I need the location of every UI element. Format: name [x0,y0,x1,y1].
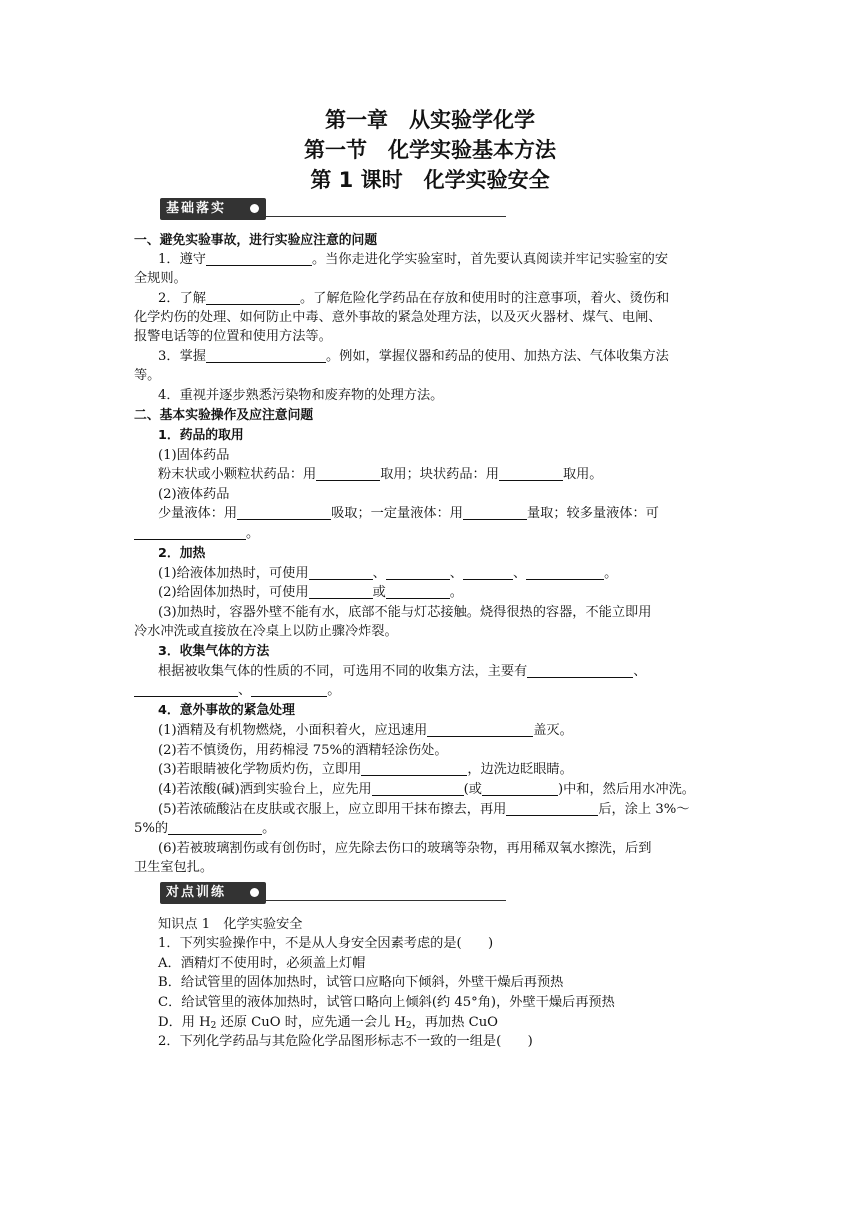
answer-blank[interactable] [309,565,373,580]
accident1-line: (1)酒精及有机物燃烧，小面积着火，应迅速用 盖灭。 [158,723,573,738]
item2-line1: 2．了解 。了解危险化学药品在存放和使用时的注意事项，着火、烫伤和 [158,291,670,306]
answer-blank[interactable] [499,466,563,481]
answer-blank[interactable] [506,801,598,816]
answer-blank[interactable] [237,505,331,520]
answer-blank[interactable] [168,820,262,835]
liquid-reagents-label: (2)液体药品 [158,487,230,502]
subheading-gas-collection: 3．收集气体的方法 [158,644,270,659]
item4-line: 4．重视并逐步熟悉污染物和废弃物的处理方法。 [158,388,444,403]
question-1-option-d[interactable]: D．用 $H_2$ 还原 CuO 时，应先通一会儿 $H_2$，再加热 CuO [158,1015,498,1031]
answer-blank[interactable] [386,584,450,599]
question-2: 2．下列化学药品与其危险化学品图形标志不一致的一组是( ) [158,1034,533,1049]
item1-line1: 1．遵守 。当你走进化学实验室时，首先要认真阅读并牢记实验室的安 [158,252,669,267]
accident3-line: (3)若眼睛被化学物质灼伤，立即用 ，边洗边眨眼睛。 [158,762,573,777]
answer-blank[interactable] [372,781,464,796]
knowledge-point-heading: 知识点 1 化学实验安全 [158,917,303,932]
answer-blank[interactable] [527,663,633,678]
banner-rule [266,216,506,217]
gas-collection-line2: 、 。 [134,681,340,700]
banner-rule [266,900,506,901]
question-1-option-a[interactable]: A．酒精灯不使用时，必须盖上灯帽 [158,956,366,971]
question-1: 1．下列实验操作中，不是从人身安全因素考虑的是( ) [158,936,494,951]
accident6-line1: (6)若被玻璃割伤或有创伤时，应先除去伤口的玻璃等杂物，再用稀双氧水擦洗，后到 [158,841,652,856]
accident2-line: (2)若不慎烫伤，用药棉浸 75%的酒精轻涂伤处。 [158,743,448,758]
answer-blank[interactable] [309,584,373,599]
part1-heading: 一、避免实验事故，进行实验应注意的问题 [134,233,378,248]
solid-reagents-line: 粉末状或小颗粒状药品：用 取用；块状药品：用 取用。 [158,467,603,482]
accident4-line: (4)若浓酸(碱)洒到实验台上，应先用 (或 )中和，然后用水冲洗。 [158,782,695,797]
subheading-accidents: 4．意外事故的紧急处理 [158,703,295,718]
item3-line2: 等。 [134,368,161,383]
heating-solids-line: (2)给固体加热时，可使用 或 。 [158,585,463,600]
answer-blank[interactable] [251,682,327,697]
answer-blank[interactable] [463,565,513,580]
banner-basics [160,198,506,222]
solid-reagents-label: (1)固体药品 [158,448,230,463]
chapter-title: 第一章 从实验学化学 [325,108,535,132]
part2-heading: 二、基本实验操作及应注意问题 [134,408,314,423]
question-1-option-b[interactable]: B．给试管里的固体加热时，试管口应略向下倾斜，外壁干燥后再预热 [158,975,564,990]
section-title: 第一节 化学实验基本方法 [304,138,556,162]
bullet-dot-icon [250,888,259,897]
item2-line3: 报警电话等的位置和使用方法等。 [134,329,332,344]
liquid-reagents-line2: 。 [134,524,259,543]
answer-blank[interactable] [206,290,300,305]
answer-blank[interactable] [463,505,527,520]
liquid-reagents-line1: 少量液体：用 吸取；一定量液体：用 量取；较多量液体：可 [158,506,659,521]
heating-note-line1: (3)加热时，容器外壁不能有水，底部不能与灯芯接触。烧得很热的容器，不能立即用 [158,605,652,620]
answer-blank[interactable] [134,682,238,697]
accident5-line1: (5)若浓硫酸沾在皮肤或衣服上，应立即用干抹布擦去，再用 后，涂上 3%～ [158,802,690,817]
item3-line1: 3．掌握 。例如，掌握仪器和药品的使用、加热方法、气体收集方法 [158,349,669,364]
answer-blank[interactable] [316,466,380,481]
question-1-option-c[interactable]: C．给试管里的液体加热时，试管口略向上倾斜(约 45°角)，外壁干燥后再预热 [158,995,615,1010]
subheading-reagents: 1．药品的取用 [158,428,244,443]
accident5-line2: 5%的 。 [134,821,276,836]
answer-blank[interactable] [427,722,533,737]
banner-practice [160,882,506,906]
item2-line2: 化学灼伤的处理、如何防止中毒、意外事故的紧急处理方法，以及灭火器材、煤气、电闸、 [134,310,662,325]
banner-label: 基础落实 [166,201,227,216]
answer-blank[interactable] [361,761,467,776]
answer-blank[interactable] [134,525,246,540]
answer-blank[interactable] [206,251,312,266]
heating-note-line2: 冷水冲洗或直接放在冷桌上以防止骤冷炸裂。 [134,624,398,639]
bullet-dot-icon [250,204,259,213]
item1-line2: 全规则。 [134,271,187,286]
answer-blank[interactable] [526,565,604,580]
answer-blank[interactable] [482,781,558,796]
lesson-title: 第 1 课时 化学实验安全 [310,168,550,192]
gas-collection-line1: 根据被收集气体的性质的不同，可选用不同的收集方法，主要有 、 [158,664,647,679]
banner-label: 对点训练 [166,885,227,900]
heating-liquids-line: (1)给液体加热时，可使用 、 、 、 。 [158,566,618,581]
accident6-line2: 卫生室包扎。 [134,860,214,875]
answer-blank[interactable] [206,348,326,363]
subheading-heating: 2．加热 [158,546,206,561]
answer-blank[interactable] [386,565,450,580]
